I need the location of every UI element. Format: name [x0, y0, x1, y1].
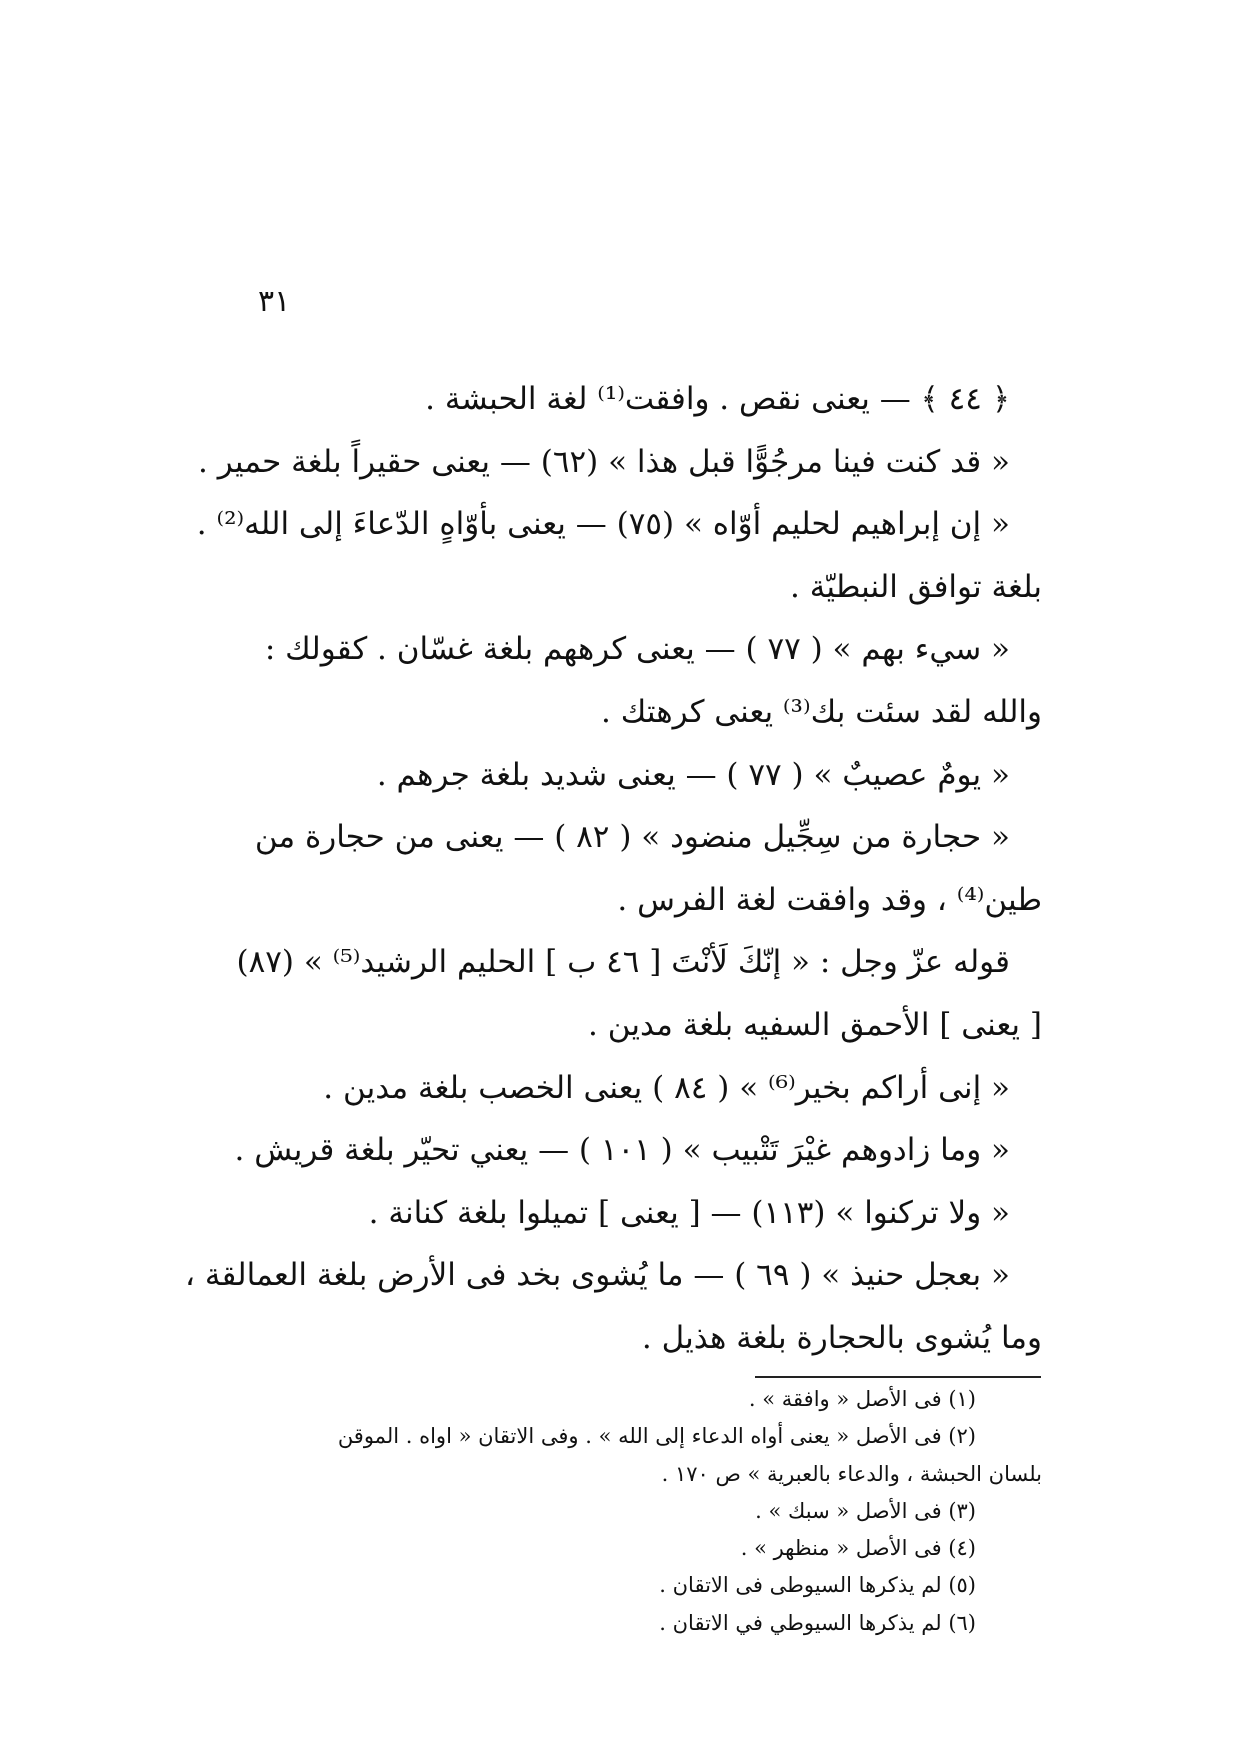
- footnote-line: (٦) لم يذكرها السيوطي في الاتقان .: [659, 1610, 976, 1635]
- footnote-line: (٤) فى الأصل « منظهر » .: [740, 1536, 976, 1561]
- text-line: « قد كنت فينا مرجُوًّا قبل هذا » (٦٢) — يعنى حقيراً بلغة حمير .: [198, 443, 1010, 480]
- footnote-line: (٢) فى الأصل « يعنى أواه الدعاء إلى الله » . وفى الاتقان « اواه . الموقن: [337, 1424, 976, 1449]
- text-line: « إنى أراكم بخير⁽⁶⁾ » ( ٨٤ ) يعنى الخصب بلغة مدين .: [323, 1069, 1010, 1106]
- footnote-line: (١) فى الأصل « وافقة » .: [748, 1387, 976, 1411]
- text-line: ﴿ ٤٤ ﴾ — يعنى نقص . وافقت⁽¹⁾ لغة الحبشة .: [425, 381, 1010, 417]
- footnote-line: بلسان الحبشة ، والدعاء بالعبرية » ص ١٧٠ .: [661, 1461, 1042, 1486]
- footnote-line: (٥) لم يذكرها السيوطى فى الاتقان .: [659, 1573, 976, 1598]
- text-line: [ يعنى ] الأحمق السفيه بلغة مدين .: [588, 1006, 1042, 1043]
- footnotes: [258, 1384, 1042, 1645]
- text-line: وما يُشوى بالحجارة بلغة هذيل .: [641, 1319, 1042, 1356]
- text-line: والله لقد سئت بك⁽³⁾ يعنى كرهتك .: [601, 693, 1042, 730]
- text-line: « سيء بهم » ( ٧٧ ) — يعنى كرههم بلغة غسّان . كقولك :: [264, 631, 1010, 668]
- text-line: « حجارة من سِجِّيل منضود » ( ٨٢ ) — يعنى من حجارة من: [254, 819, 1010, 856]
- text-line: طين⁽⁴⁾ ، وقد وافقت لغة الفرس .: [617, 881, 1042, 918]
- text-line: « وما زادوهم غيْرَ تَتْبيب » ( ١٠١ ) — يعني تحيّر بلغة قريش .: [234, 1132, 1010, 1169]
- text-line: قوله عزّ وجل : « إنّكَ لَأنْتَ [ ٤٦ ب ] الحليم الرشيد⁽⁵⁾ » (٨٧): [236, 944, 1010, 981]
- text-line: « ولا تركنوا » (١١٣) — [ يعنى ] تميلوا بلغة كنانة .: [368, 1194, 1010, 1231]
- main-text: [185, 378, 1042, 1380]
- footnote-line: (٣) فى الأصل « سبك » .: [755, 1498, 976, 1523]
- page-number: ٣١: [258, 284, 291, 319]
- text-line: « بعجل حنيذ » ( ٦٩ ) — ما يُشوى بخد فى الأرض بلغة العمالقة ،: [185, 1257, 1010, 1294]
- footnote-divider: [755, 1376, 1041, 1378]
- text-line: « إن إبراهيم لحليم أوّاه » (٧٥) — يعنى بأوّاهٍ الدّعاءَ إلى الله⁽²⁾ .: [196, 506, 1010, 543]
- text-line: بلغة توافق النبطيّة .: [790, 568, 1042, 605]
- text-line: « يومٌ عصيبٌ » ( ٧٧ ) — يعنى شديد بلغة جرهم .: [376, 756, 1010, 793]
